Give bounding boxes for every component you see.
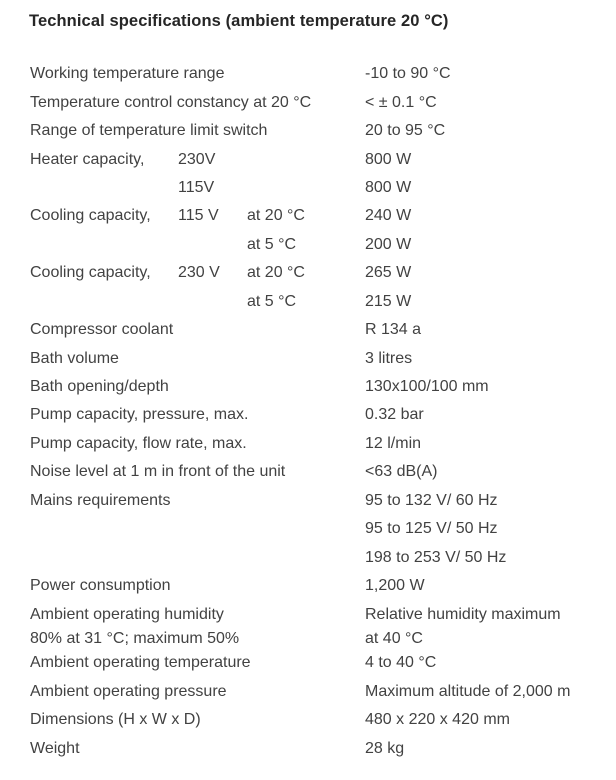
spec-label: Working temperature range bbox=[30, 65, 225, 83]
spec-value: at 40 °C bbox=[365, 630, 423, 647]
spec-value: 0.32 bar bbox=[365, 406, 424, 424]
spec-sub-voltage: 230 V bbox=[178, 264, 220, 282]
spec-row bbox=[30, 259, 616, 287]
spec-label: Ambient operating temperature bbox=[30, 654, 251, 672]
spec-row bbox=[30, 430, 616, 458]
spec-value: 800 W bbox=[365, 178, 412, 196]
spec-label: Pump capacity, pressure, max. bbox=[30, 406, 249, 424]
spec-sub-condition: at 5 °C bbox=[247, 292, 297, 310]
spec-value: 20 to 95 °C bbox=[365, 122, 446, 140]
spec-label: Noise level at 1 m in front of the unit bbox=[30, 463, 286, 481]
spec-row bbox=[30, 600, 616, 628]
spec-table bbox=[30, 60, 616, 763]
spec-value: <63 dB(A) bbox=[365, 463, 438, 481]
spec-value: 28 kg bbox=[365, 739, 405, 757]
spec-label: Power consumption bbox=[30, 577, 171, 595]
spec-label: Cooling capacity, bbox=[30, 264, 151, 282]
spec-sub-condition: at 20 °C bbox=[247, 207, 305, 225]
spec-label: Ambient operating pressure bbox=[30, 682, 227, 700]
spec-value: 95 to 132 V/ 60 Hz bbox=[365, 491, 498, 509]
spec-label: Cooling capacity, bbox=[30, 207, 151, 225]
spec-value: 265 W bbox=[365, 264, 412, 282]
spec-label: Compressor coolant bbox=[30, 321, 174, 339]
spec-label: Weight bbox=[30, 739, 80, 757]
spec-label: Heater capacity, bbox=[30, 150, 145, 168]
spec-sub-voltage: 115 V bbox=[178, 207, 219, 225]
spec-value: 240 W bbox=[365, 207, 412, 225]
spec-label: Bath volume bbox=[30, 349, 119, 367]
spec-row bbox=[30, 458, 616, 486]
spec-label: Dimensions (H x W x D) bbox=[30, 711, 201, 729]
spec-value: Relative humidity maximum bbox=[365, 605, 561, 623]
spec-value: 4 to 40 °C bbox=[365, 654, 437, 672]
spec-row bbox=[30, 316, 616, 344]
spec-row bbox=[30, 174, 616, 202]
spec-row bbox=[30, 202, 616, 230]
spec-value: Maximum altitude of 2,000 m bbox=[365, 682, 571, 700]
spec-row bbox=[30, 515, 616, 543]
spec-label: 80% at 31 °C; maximum 50% bbox=[30, 630, 240, 647]
spec-row bbox=[30, 572, 616, 600]
spec-label: Pump capacity, flow rate, max. bbox=[30, 434, 247, 452]
spec-sub-voltage: 115V bbox=[178, 178, 215, 196]
spec-value: R 134 a bbox=[365, 321, 422, 339]
spec-row bbox=[30, 706, 616, 734]
spec-value: 12 l/min bbox=[365, 434, 422, 452]
spec-row bbox=[30, 629, 616, 650]
spec-value: -10 to 90 °C bbox=[365, 65, 451, 83]
spec-row bbox=[30, 401, 616, 429]
spec-value: 800 W bbox=[365, 150, 412, 168]
spec-value: < ± 0.1 °C bbox=[365, 93, 437, 111]
spec-value: 480 x 220 x 420 mm bbox=[365, 711, 510, 729]
spec-row bbox=[30, 344, 616, 372]
spec-label: Range of temperature limit switch bbox=[30, 122, 268, 140]
spec-value: 1,200 W bbox=[365, 577, 425, 595]
spec-label: Ambient operating humidity bbox=[30, 605, 224, 623]
spec-row bbox=[30, 543, 616, 571]
spec-row bbox=[30, 678, 616, 706]
spec-sub-condition: at 20 °C bbox=[247, 264, 305, 282]
spec-sub-condition: at 5 °C bbox=[247, 235, 297, 253]
spec-value: 130x100/100 mm bbox=[365, 378, 489, 396]
spec-row bbox=[30, 60, 616, 88]
spec-value: 215 W bbox=[365, 292, 412, 310]
spec-label: Temperature control constancy at 20 °C bbox=[30, 93, 312, 111]
spec-row bbox=[30, 487, 616, 515]
spec-value: 3 litres bbox=[365, 349, 413, 367]
spec-value: 95 to 125 V/ 50 Hz bbox=[365, 520, 498, 538]
spec-row bbox=[30, 145, 616, 173]
spec-row bbox=[30, 735, 616, 763]
spec-row bbox=[30, 88, 616, 116]
spec-row bbox=[30, 288, 616, 316]
spec-row bbox=[30, 117, 616, 145]
spec-row bbox=[30, 649, 616, 677]
page-title: Technical specifications (ambient temperature 20 °C) bbox=[29, 12, 449, 30]
spec-label: Bath opening/depth bbox=[30, 378, 169, 396]
spec-value: 198 to 253 V/ 50 Hz bbox=[365, 548, 507, 566]
spec-row bbox=[30, 373, 616, 401]
spec-row bbox=[30, 231, 616, 259]
spec-value: 200 W bbox=[365, 235, 412, 253]
spec-label: Mains requirements bbox=[30, 491, 171, 509]
spec-sub-voltage: 230V bbox=[178, 150, 216, 168]
